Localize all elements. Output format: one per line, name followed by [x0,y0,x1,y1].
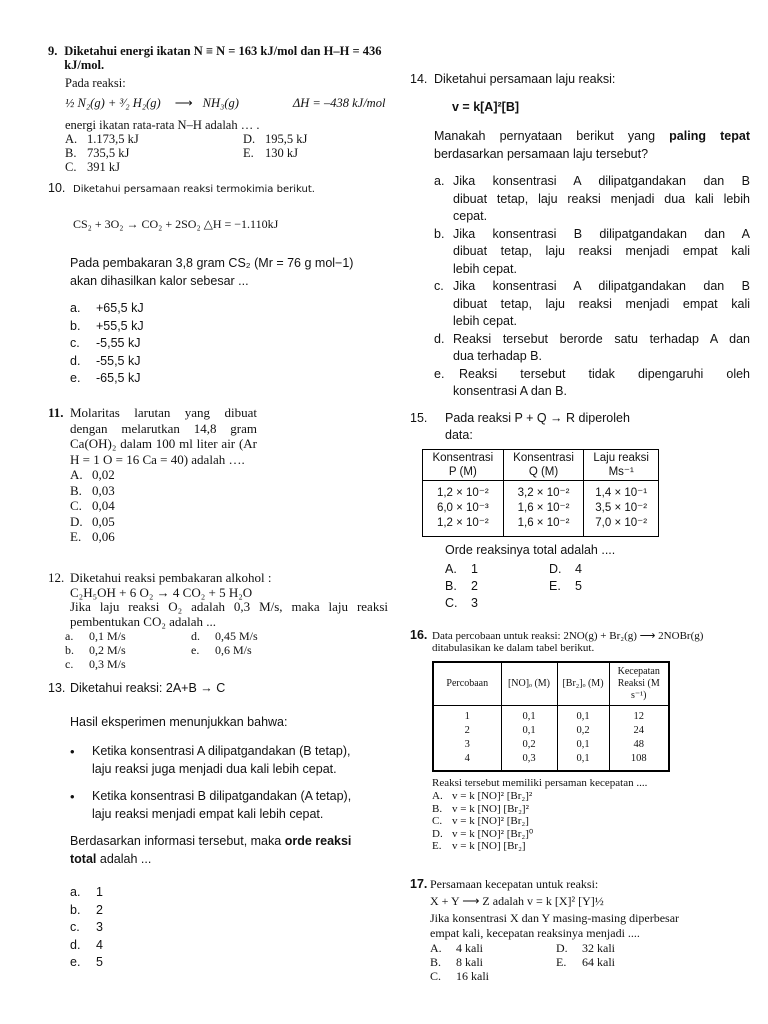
option-letter: D. [549,562,562,576]
option-letter: a. [70,301,81,315]
option-letter: A. [70,467,83,482]
option-letter: C. [445,596,458,610]
option-letter: E. [549,579,561,593]
question-9-stem: Diketahui energi ikatan N ≡ N = 163 kJ/mol dan H–H = 436 kJ/mol. [64,44,382,72]
question-text: adalah ... [96,851,152,866]
option-line: konsentrasi A dan B. [453,384,567,398]
option-letter: D. [70,513,83,529]
option-text: 64 kali [582,955,615,969]
reaction-enthalpy: ΔH = –438 kJ/mol [292,96,386,110]
question-10-question-line-1: Pada pembakaran 3,8 gram CS₂ (Mr = 76 g mol−1) [70,256,354,270]
question-11-number: 11. [48,405,64,420]
option-letter: e. [434,366,445,381]
option[interactable] [434,366,750,401]
option-text: 2 [96,902,103,917]
question-11 [48,405,263,545]
table-row: 4 0,3 0,1 108 [433,752,669,771]
table-cell: 1,2 × 10⁻² 6,0 × 10⁻³ 1,2 × 10⁻² [423,481,504,537]
question-17 [410,877,720,983]
option-text: 3 [96,920,103,934]
option-letter: e. [191,643,200,657]
option[interactable] [556,941,656,955]
option[interactable] [65,629,191,643]
option-text: v = k [NO]² [Br₂] [452,815,529,827]
question-13 [48,680,378,972]
table-header: Konsentrasi Q (M) [503,450,584,481]
option[interactable] [65,132,243,146]
option-letter: C. [432,815,443,827]
question-13-question [70,833,370,868]
option-text: 4 [96,937,103,952]
option[interactable] [70,884,378,902]
table-header: [Br₂]ₒ (M) [557,662,609,706]
question-13-intro: Hasil eksperimen menunjukkan bahwa: [70,714,288,729]
question-12-line-1: Diketahui reaksi pembakaran alkohol : [70,570,272,585]
question-10-number: 10. [48,181,66,195]
option[interactable] [70,335,408,353]
question-16-question: Reaksi tersebut memiliki persaman kecepatan .... [432,777,648,789]
option-text: 4 [575,562,582,576]
option-text: 0,3 M/s [89,657,126,671]
table-header: Konsentrasi P (M) [423,450,504,481]
option[interactable] [70,300,408,318]
option-line: Jika konsentrasi A dilipatgandakan dan B [453,174,750,188]
question-12-options [65,629,388,671]
option-line: lebih cepat. [453,314,517,328]
option[interactable] [70,498,257,514]
option[interactable] [70,353,408,371]
option[interactable] [65,160,243,174]
question-16-number: 16. [410,628,428,642]
question-12-equation: C₂H₅OH + 6 O₂ → 4 CO₂ + 5 H₂O [70,584,253,600]
option-text: 5 [575,579,582,593]
option-letter: e. [70,371,81,385]
table-cell: 3,2 × 10⁻² 1,6 × 10⁻² 1,6 × 10⁻² [503,481,584,537]
option[interactable] [191,629,341,643]
question-15-number: 15. [410,411,428,425]
question-15-stem-line-1: Pada reaksi P + Q → R diperoleh [445,411,630,425]
option-line: lebih cepat. [453,261,517,276]
bullet-line: Ketika konsentrasi A dilipatgandakan (B tetap), [92,744,351,758]
option-letter: a. [65,629,74,643]
question-14-number: 14. [410,72,428,86]
option[interactable] [445,578,549,595]
question-14 [410,71,750,401]
reaction-arrow: ⟶ [174,96,193,110]
option-text: v = k [NO] [Br₂]² [452,802,529,815]
option[interactable] [549,578,629,595]
question-14-rate-law: v = k[A]²[B] [452,99,520,114]
question-10-question-line-2: akan dihasilkan kalor sebesar ... [70,274,249,288]
table-row: 1 0,1 0,1 12 [433,706,669,725]
option-letter: E. [243,146,254,160]
question-11-line: H = 1 O = 16 Ca = 40) adalah …. [70,451,245,467]
question-16-options [432,790,760,853]
question-13-bullets [70,743,378,823]
question-9-options [65,132,408,174]
table-header: Laju reaksi Ms⁻¹ [584,450,659,481]
option-letter: C. [70,498,82,513]
question-14-options [434,173,750,401]
question-17-line-2: X + Y ⟶ Z adalah v = k [X]² [Y]½ [430,894,604,908]
question-13-options [70,884,378,972]
table-header: Kecepatan Reaksi (M s⁻¹) [609,662,669,706]
option-text: 0,02 [92,467,115,482]
option[interactable] [70,370,408,388]
option-letter: A. [65,132,78,146]
question-15-table [422,449,659,537]
option-text: -55,5 kJ [96,353,141,368]
table-cell: 1,4 × 10⁻¹ 3,5 × 10⁻² 7,0 × 10⁻² [584,481,659,537]
option-text: 0,04 [92,498,115,513]
option-letter: E. [70,529,82,544]
option[interactable] [70,483,257,499]
question-16-table [432,661,670,772]
question-16-stem-line-1: Data percobaan untuk reaksi: 2NO(g) + Br₂(g) ⟶ 2NOBr(g) [432,630,704,642]
question-14-question [434,128,750,163]
option[interactable] [432,790,760,803]
question-17-options [430,941,720,983]
option[interactable] [549,561,629,578]
option-text: -65,5 kJ [96,371,141,385]
question-17-line-4: empat kali, kecepatan reaksinya menjadi .... [430,926,640,940]
option-letter: d. [70,937,81,952]
option-line: Jika konsentrasi A dilipatgandakan dan B [453,279,750,293]
option-text: 0,45 M/s [215,629,258,643]
option[interactable] [243,146,403,160]
question-text: Manakah pernyataan berikut yang [434,129,670,143]
option-text: 0,1 M/s [89,629,126,643]
option[interactable] [432,803,760,816]
question-16 [410,628,760,853]
option-text: +55,5 kJ [96,318,144,333]
question-9 [48,44,408,174]
question-17-number: 17. [410,877,428,891]
option[interactable] [556,955,656,969]
option[interactable] [70,529,257,545]
option[interactable] [243,132,403,146]
option-text: 1 [471,562,478,576]
option-letter: d. [434,331,445,346]
bullet-line: laju reaksi juga menjadi dua kali lebih cepat. [92,761,337,776]
question-14-stem: Diketahui persamaan laju reaksi: [434,72,616,86]
option-text: +65,5 kJ [96,301,144,315]
question-10-stem: Diketahui persamaan reaksi termokimia berikut. [73,184,315,195]
question-12-line-4: pembentukan CO₂ adalah ... [70,613,217,629]
option-text: 0,2 M/s [89,643,126,657]
option-line: Reaksi tersebut tidak dipengaruhi oleh [459,366,750,381]
table-row: 2 0,1 0,2 24 [433,724,669,738]
option[interactable] [434,173,750,226]
option[interactable] [432,815,760,828]
option[interactable] [432,840,760,853]
question-11-line: Molaritas larutan yang dibuat [70,405,257,420]
option[interactable] [65,643,191,657]
question-15 [410,410,660,612]
option-letter: B. [445,579,457,593]
question-15-stem-line-2: data: [445,428,473,442]
question-9-intro: Pada reaksi: [65,76,126,90]
option-line: dibuat tetap, laju reaksi menjadi empat kali [453,244,750,258]
option[interactable] [70,954,378,972]
option-letter: E. [556,955,567,969]
question-12 [48,571,388,671]
question-emphasis: orde reaksi [284,834,352,848]
option[interactable] [430,969,556,983]
bullet-item [70,788,378,823]
option-letter: E. [432,840,442,852]
table-row: 3 0,2 0,1 48 [433,738,669,752]
option-letter: a. [70,885,81,899]
option[interactable] [430,941,556,955]
option-letter: c. [70,336,80,350]
option-line: Reaksi tersebut berorde satu terhadap A dan [453,331,750,346]
table-row [423,481,659,537]
option[interactable] [191,643,341,657]
option-letter: e. [70,955,81,969]
option-text: v = k [NO]² [Br₂]⁰ [452,827,534,840]
question-9-reaction [65,96,408,110]
option-text: 195,5 kJ [265,132,308,146]
question-text: Berdasarkan informasi tersebut, maka [70,834,285,848]
question-9-number: 9. [48,44,58,58]
option-letter: d. [191,629,200,643]
question-17-stem: Persamaan kecepatan untuk reaksi: [430,877,599,891]
option[interactable] [70,318,408,336]
option-letter: b. [70,318,81,333]
option[interactable] [432,828,760,841]
table-header: Percobaan [433,662,501,706]
option-text: 0,06 [92,529,115,544]
table-header: [NO]ₒ (M) [501,662,557,706]
option-letter: C. [65,160,77,174]
option-letter: C. [430,969,442,983]
option-letter: D. [432,827,443,840]
option-text: v = k [NO] [Br₂] [452,840,526,852]
option-letter: c. [70,920,80,934]
option-text: 391 kJ [87,160,120,174]
option-text: 8 kali [456,955,483,969]
question-emphasis: paling tepat [669,129,750,143]
option-text: v = k [NO]² [Br₂]² [452,790,533,802]
question-15-question: Orde reaksinya total adalah .... [445,543,616,557]
option-text: 32 kali [582,941,615,955]
option[interactable] [434,331,750,366]
option[interactable] [430,955,556,969]
question-11-line: dengan melarutkan 14,8 gram [70,420,257,436]
option-letter: c. [434,279,444,293]
option-letter: A. [445,562,457,576]
question-emphasis: total [70,851,97,866]
option-line: dibuat tetap, laju reaksi menjadi empat kali [453,296,750,311]
option[interactable] [65,146,243,160]
option-letter: B. [65,146,77,160]
option-letter: D. [556,941,568,955]
option-line: Jika konsentrasi B dilipatgandakan dan A [453,226,750,241]
question-10 [48,181,408,388]
option[interactable] [445,595,549,612]
option-letter: D. [243,132,256,146]
option-line: dua terhadap B. [453,349,542,363]
option-line: dibuat tetap, laju reaksi menjadi dua kali lebih [453,191,750,206]
option[interactable] [70,919,378,937]
question-10-equation: CS₂ + 3O₂ → CO₂ + 2SO₂ △H = −1.110kJ [73,217,279,231]
question-17-line-3: Jika konsentrasi X dan Y masing-masing diperbesar [430,911,680,925]
option[interactable] [65,657,191,671]
option[interactable] [434,226,750,279]
option-text: 735,5 kJ [87,146,130,160]
option-text: 2 [471,579,478,593]
reaction-reactants: ½ N₂(g) + ³⁄₂ H₂(g) [65,96,161,110]
option[interactable] [445,561,549,578]
option-letter: b. [70,902,81,917]
option-text: 0,6 M/s [215,643,252,657]
option[interactable] [70,937,378,955]
question-11-options [70,467,257,545]
option-line: cepat. [453,209,488,223]
option-letter: a. [434,174,445,188]
question-9-question: energi ikatan rata-rata N–H adalah … . [65,118,260,132]
option-text: 0,05 [92,513,115,529]
option-letter: B. [430,955,442,969]
bullet-line: laju reaksi menjadi empat kali lebih cepat. [92,806,324,821]
question-12-line-3: Jika laju reaksi O₂ adalah 0,3 M/s, maka laju reaksi [70,599,388,614]
option-text: 5 [96,955,103,969]
option-text: 0,03 [92,482,115,498]
option-text: 4 kali [456,941,483,955]
question-10-options [70,300,408,388]
option-letter: B. [432,802,443,815]
option-letter: A. [430,941,442,955]
option-text: 1 [96,885,103,899]
option-text: -5,55 kJ [96,336,141,350]
question-13-number: 13. [48,681,66,695]
option[interactable] [70,514,257,530]
question-12-number: 12. [48,570,65,585]
question-text: berdasarkan persamaan laju tersebut? [434,146,649,161]
bullet-icon: • [70,789,75,804]
option-letter: c. [65,657,74,671]
question-15-options [445,561,660,612]
option-text: 16 kali [456,969,489,983]
reaction-products: NH₃(g) [202,96,239,110]
option-letter: A. [432,790,443,802]
bullet-icon: • [70,744,75,759]
option[interactable] [434,278,750,331]
bullet-item [70,743,378,778]
question-16-stem-line-2: ditabulasikan ke dalam tabel berikut. [432,642,595,654]
option[interactable] [70,902,378,920]
question-11-line: Ca(OH)₂ dalam 100 ml liter air (Ar [70,436,257,451]
option-text: 3 [471,596,478,610]
option-letter: B. [70,482,82,498]
option-letter: b. [65,643,74,657]
bullet-line: Ketika konsentrasi B dilipatgandakan (A tetap), [92,789,352,803]
option-letter: b. [434,226,445,241]
option-letter: d. [70,353,81,368]
option-text: 1.173,5 kJ [87,132,139,146]
option[interactable] [70,467,257,483]
option-text: 130 kJ [265,146,298,160]
question-13-stem: Diketahui reaksi: 2A+B → C [70,681,226,695]
